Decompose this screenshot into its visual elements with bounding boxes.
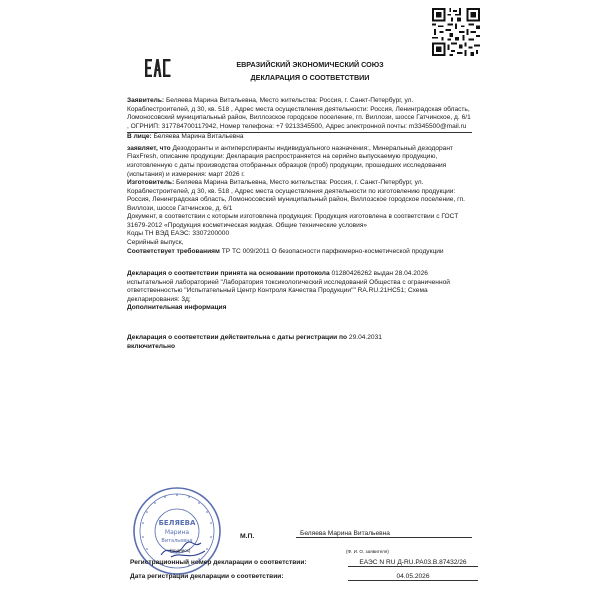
manufacturer-text: Беляева Марина Витальевна, Место жительства: Россия, г. Санкт-Петербург, ул. Кораблестроителей, д 30, кв. 518 , Адрес места осуществления деятельности по изготовлению продукции: Россия, Ленинградская область, Ломоносовский муниципальный район, Виллозское городское поселение, гп. Виллози, шоссе Гатчинское, д. 6/1 — [127, 179, 465, 212]
stamp-name-line2: Марина — [164, 529, 190, 536]
validity-date: 29.04.2031 — [348, 333, 382, 341]
manufacturer-section — [127, 179, 472, 213]
requirements-section — [127, 248, 472, 257]
registration-number-label: Регистрационный номер декларации о соответствии: — [130, 559, 307, 566]
stamp-name-line3: Витальевна — [161, 538, 193, 544]
validity-label: Декларация о соответствии действительна с даты регистрации по — [127, 333, 348, 341]
additional-info-heading: Дополнительная информация — [127, 304, 227, 312]
mp-label: М.П. — [240, 533, 255, 540]
tn-ved-code: Коды ТН ВЭД ЕАЭС: 3307200000 — [127, 230, 230, 238]
eac-logo — [145, 58, 171, 78]
requirements-text: ТР ТС 009/2011 О безопасности парфюмерно-косметической продукции — [221, 247, 444, 255]
union-title: ЕВРАЗИЙСКИЙ ЭКОНОМИЧЕСКИЙ СОЮЗ — [236, 60, 384, 69]
requirements-label: Соответствует требованиям — [127, 247, 220, 255]
registration-date-label: Дата регистрации декларации о соответствии: — [130, 573, 284, 580]
signer-name: Беляева Марина Витальевна — [300, 530, 390, 537]
validity-section — [127, 334, 472, 351]
declaration-body — [127, 97, 472, 351]
stamp-name-line: БЕЛЯЕВА — [158, 519, 196, 527]
signer-line — [296, 530, 472, 538]
representative-label: В лице: — [127, 133, 152, 141]
declares-section — [127, 145, 472, 179]
declares-label: заявляет, что — [127, 144, 171, 152]
fio-caption: (Ф. И. О. заявителя) — [346, 549, 389, 554]
standard-document: Документ, в соответствии с которым изготовлена продукция: Продукция изготовлена в соответствии с ГОСТ 31679-2012 «Продукция косметическая жидкая. Общие технические условия» — [127, 213, 459, 229]
release-type: Серийный выпуск, — [127, 239, 184, 246]
registration-date-value: 04.05.2026 — [348, 573, 478, 581]
applicant-section — [127, 97, 472, 133]
basis-label: Декларация о соответствии принята на основании протокола — [127, 270, 330, 278]
applicant-text: Беляева Марина Витальевна, Место жительства: Россия, г. Санкт-Петербург, ул. Кораблестроителей, д 30, кв. 518 , Адрес места осуществления деятельности: Россия, Ленинградская область, Ломоносовский муниципальный район, Виллозское городское поселение, гп. Виллози, шоссе Гатчинское, д. 6/1 , ОГРНИП: 317784700117942, Номер телефона: +7 9213345500, Адрес электронной почты: m3345500@mail.ru — [127, 97, 471, 130]
qr-code — [432, 8, 480, 56]
declares-text: Дезодоранты и антиперспиранты индивидуального назначения:, Минеральный дезодорант FlaxFresh, описание продукции: Декларация распространяется на серийно выпускаемую продукцию, изготовленную с даты производства отобранных образцов (проб) продукции, прошедших исследования (испытания) и измерения: март 2026 г. — [127, 144, 454, 178]
registration-number-value: ЕАЭС N RU Д-RU.РА03.В.87432/26 — [348, 559, 478, 567]
document-header — [214, 61, 406, 82]
basis-section — [127, 270, 472, 304]
signature-caption: (подпись) — [170, 548, 191, 553]
validity-suffix: включительно — [127, 342, 176, 350]
basis-text: 01280426262 выдан 28.04.2026 испытательной лабораторией "Лаборатория токсикологический исследований Общества с ограниченной ответственностью "Испытательный Центр Контроля Качества Продукции"" RA.RU.21НС51; Схема декларирования: 3д; — [127, 270, 450, 303]
representative-text: Беляева Марина Витальевна — [153, 133, 244, 141]
representative-section — [127, 133, 472, 142]
document-title: ДЕКЛАРАЦИЯ О СООТВЕТСТВИИ — [250, 72, 370, 82]
manufacturer-label: Изготовитель: — [127, 179, 175, 187]
applicant-label: Заявитель: — [127, 97, 165, 104]
